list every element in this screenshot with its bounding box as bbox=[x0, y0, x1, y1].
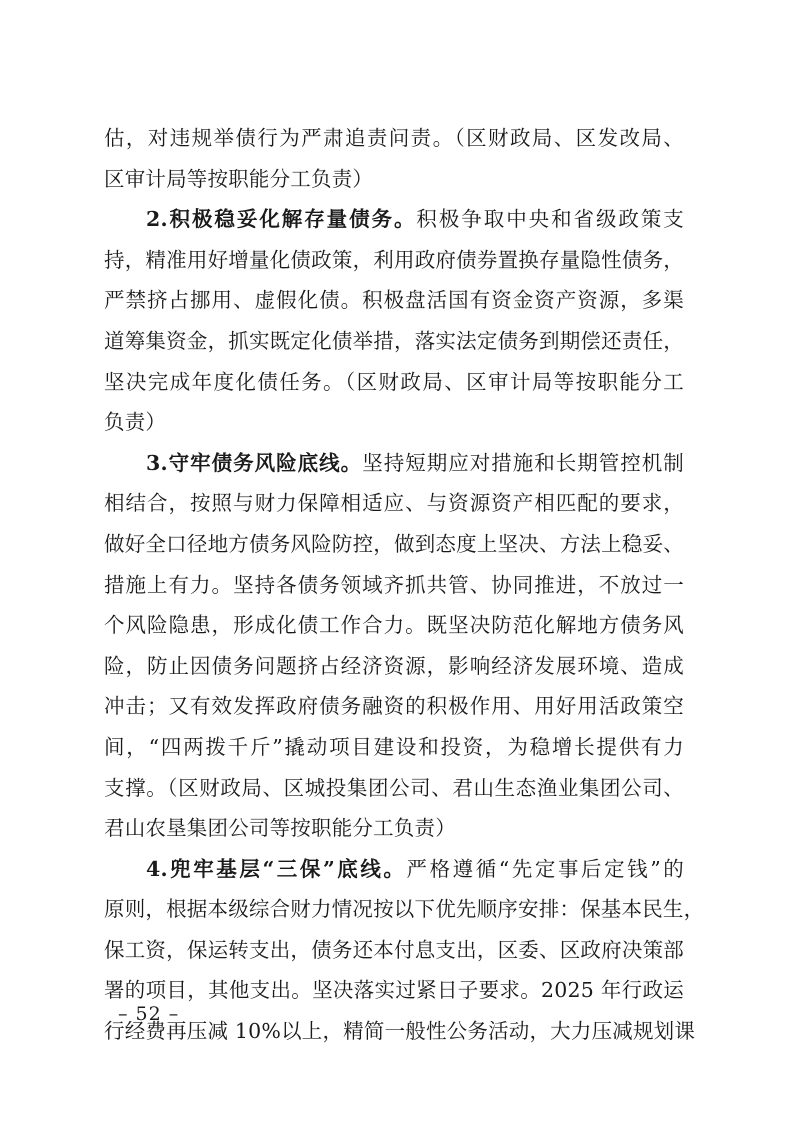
text-line: 个风险隐患，形成化债工作合力。既坚决防范化解地方债务风 bbox=[104, 613, 684, 638]
text-line: 负责） bbox=[104, 410, 167, 435]
text-line: 冲击；又有效发挥政府债务融资的积极作用、用好用活政策空 bbox=[104, 694, 684, 719]
section-heading: 3.守牢债务风险底线。 bbox=[146, 450, 363, 475]
text-line: 持，精准用好增量化债政策，利用政府债券置换存量隐性债务， bbox=[104, 247, 684, 272]
text-span: 积极争取中央和省级政策支 bbox=[416, 207, 684, 232]
text-line: 间，“四两拨千斤”撬动项目建设和投资，为稳增长提供有力 bbox=[104, 734, 684, 759]
section-heading: 4.兜牢基层“三保”底线。 bbox=[146, 856, 407, 881]
paragraph-first-line bbox=[104, 443, 684, 484]
text-line: 险，防止因债务问题挤占经济资源，影响经济发展环境、造成 bbox=[104, 653, 684, 678]
text-span: 坚持短期应对措施和长期管控机制 bbox=[362, 450, 684, 475]
page-number: – 52 – bbox=[118, 1003, 180, 1025]
text-line: 保工资，保运转支出，债务还本付息支出，区委、区政府决策部 bbox=[104, 937, 684, 962]
text-line: 原则，根据本级综合财力情况按以下优先顺序安排：保基本民生， bbox=[104, 897, 705, 922]
text-line: 行经费再压减 10%以上，精简一般性公务活动，大力压减规划课 bbox=[104, 1019, 696, 1044]
text-line: 署的项目，其他支出。坚决落实过紧日子要求。2025 年行政运 bbox=[104, 978, 684, 1003]
text-line: 严禁挤占挪用、虚假化债。积极盘活国有资金资产资源，多渠 bbox=[104, 288, 684, 313]
text-line: 做好全口径地方债务风险防控，做到态度上坚决、方法上稳妥、 bbox=[104, 531, 684, 556]
text-line: 支撑。（区财政局、区城投集团公司、君山生态渔业集团公司、 bbox=[104, 775, 684, 800]
text-line: 相结合，按照与财力保障相适应、与资源资产相匹配的要求， bbox=[104, 491, 684, 516]
section-heading: 2.积极稳妥化解存量债务。 bbox=[146, 207, 417, 232]
text-line: 估，对违规举债行为严肃追责问责。（区财政局、区发改局、 bbox=[104, 126, 684, 150]
paragraph-first-line bbox=[104, 199, 684, 240]
document-body bbox=[104, 118, 705, 1052]
text-line: 君山农垦集团公司等按职能分工负责） bbox=[104, 816, 456, 841]
text-line: 措施上有力。坚持各债务领域齐抓共管、协同推进，不放过一 bbox=[104, 572, 684, 597]
text-line: 坚决完成年度化债任务。（区财政局、区审计局等按职能分工 bbox=[104, 369, 684, 394]
text-line: 道筹集资金，抓实既定化债举措，落实法定债务到期偿还责任， bbox=[104, 328, 684, 353]
paragraph-first-line bbox=[104, 849, 684, 890]
text-line: 区审计局等按职能分工负责） bbox=[104, 166, 374, 191]
text-span: 严格遵循“先定事后定钱”的 bbox=[406, 856, 684, 881]
